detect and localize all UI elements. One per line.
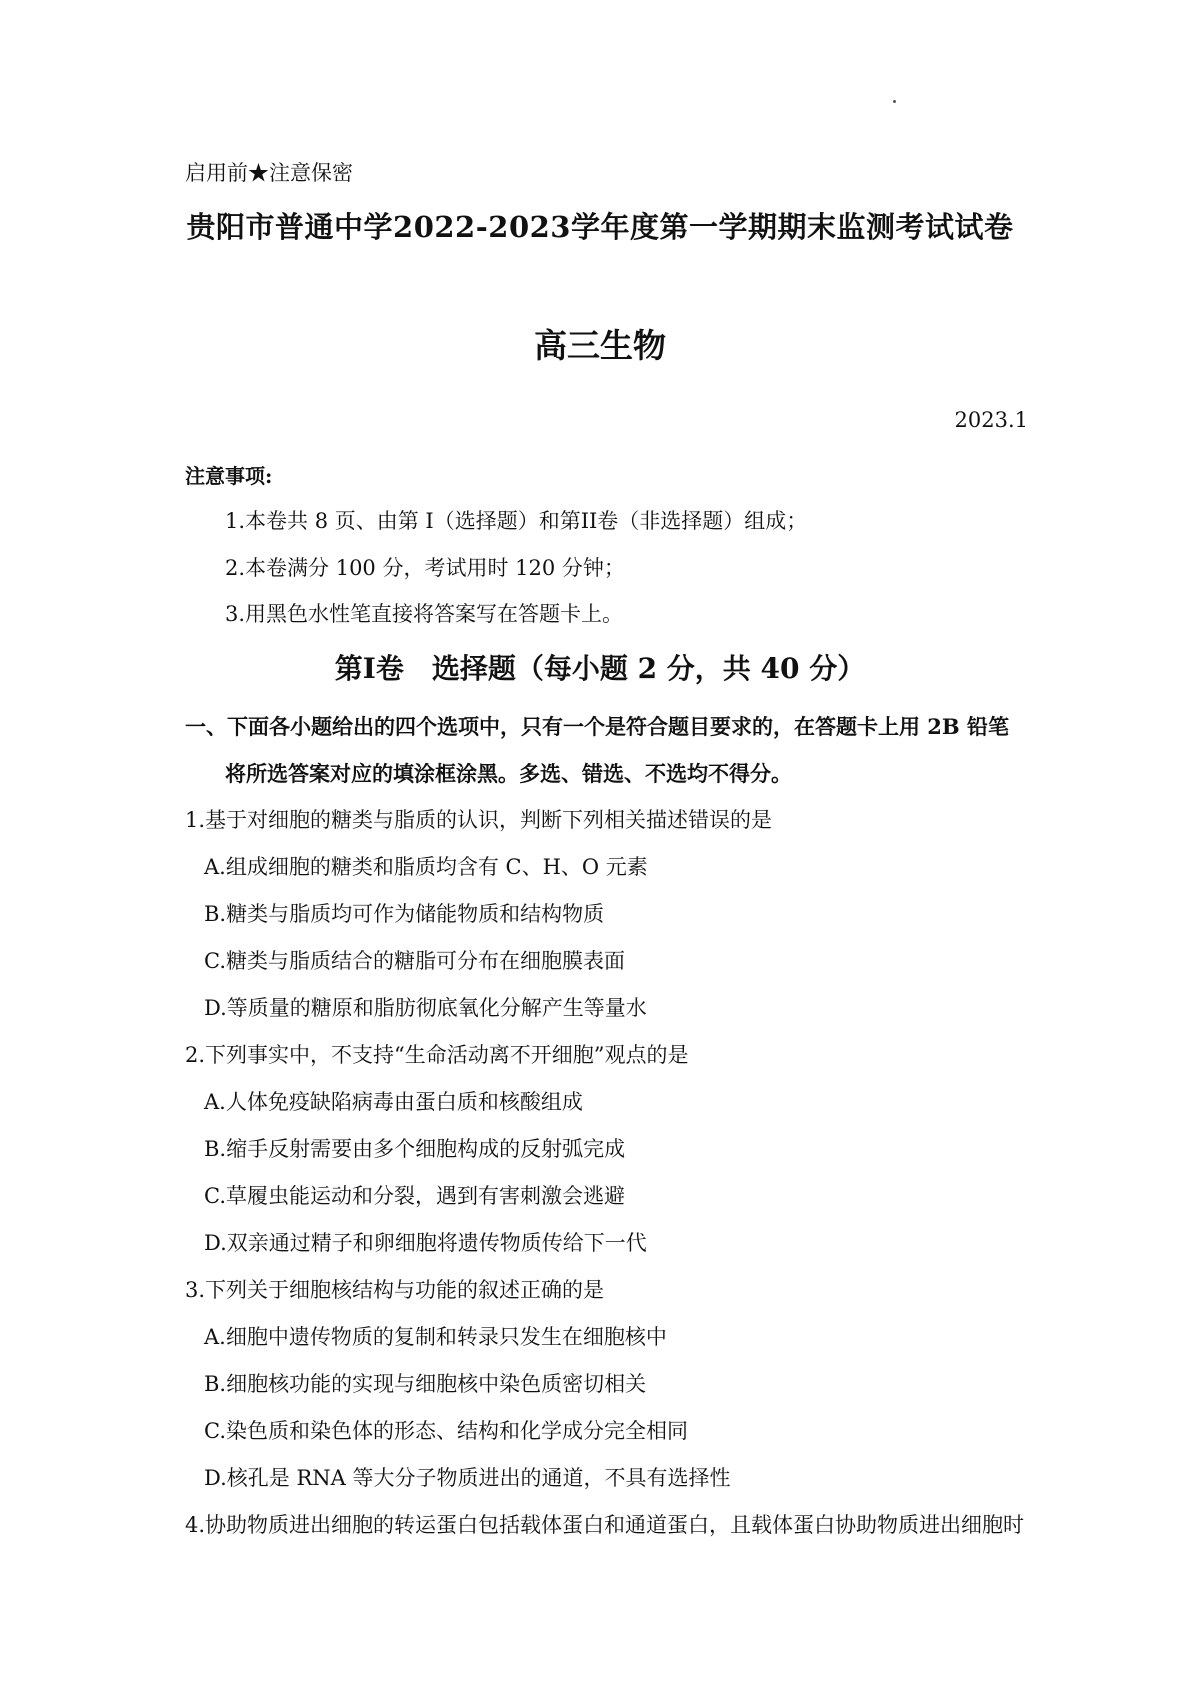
question-stem: 1.基于对细胞的糖类与脂质的认识，判断下列相关描述错误的是	[185, 808, 773, 832]
question-option: C.草履虫能运动和分裂，遇到有害刺激会逃避	[204, 1184, 625, 1208]
question-stem: 2.下列事实中，不支持“生命活动离不开细胞”观点的是	[185, 1043, 689, 1067]
question-option: B.糖类与脂质均可作为储能物质和结构物质	[204, 902, 605, 926]
question-option: D.核孔是 RNA 等大分子物质进出的通道，不具有选择性	[204, 1466, 731, 1490]
question-option: A.组成细胞的糖类和脂质均含有 C、H、O 元素	[204, 855, 648, 879]
note-item: 2.本卷满分 100 分，考试用时 120 分钟；	[225, 556, 625, 580]
notes-heading: 注意事项:	[185, 464, 273, 488]
subject-title: 高三生物	[534, 326, 666, 365]
section-instruction: 一、下面各小题给出的四个选项中，只有一个是符合题目要求的，在答题卡上用 2B 铅笔	[185, 714, 1009, 739]
question-option: B.缩手反射需要由多个细胞构成的反射弧完成	[204, 1137, 626, 1161]
decorative-dot	[893, 100, 896, 103]
question-option: C.染色质和染色体的形态、结构和化学成分完全相同	[204, 1419, 688, 1443]
question-option: A.细胞中遗传物质的复制和转录只发生在细胞核中	[204, 1325, 667, 1349]
confidential-notice: 启用前★注意保密	[185, 161, 353, 185]
question-option: D.双亲通过精子和卵细胞将遗传物质传给下一代	[204, 1231, 647, 1255]
exam-title: 贵阳市普通中学2022-2023学年度第一学期期末监测考试试卷	[186, 210, 1014, 244]
question-option: B.细胞核功能的实现与细胞核中染色质密切相关	[204, 1372, 647, 1396]
section-instruction: 将所选答案对应的填涂框涂黑。多选、错选、不选均不得分。	[225, 761, 792, 786]
question-stem: 4.协助物质进出细胞的转运蛋白包括载体蛋白和通道蛋白，且载体蛋白协助物质进出细胞时	[185, 1513, 1025, 1537]
question-option: C.糖类与脂质结合的糖脂可分布在细胞膜表面	[204, 949, 625, 973]
note-item: 1.本卷共 8 页、由第 I（选择题）和第II卷（非选择题）组成；	[225, 509, 808, 533]
exam-date: 2023.1	[954, 408, 1028, 432]
question-option: A.人体免疫缺陷病毒由蛋白质和核酸组成	[204, 1090, 583, 1114]
question-option: D.等质量的糖原和脂肪彻底氧化分解产生等量水	[204, 996, 647, 1020]
section-heading: 第I卷 选择题（每小题 2 分，共 40 分）	[334, 652, 866, 685]
note-item: 3.用黑色水性笔直接将答案写在答题卡上。	[225, 602, 624, 626]
question-stem: 3.下列关于细胞核结构与功能的叙述正确的是	[185, 1278, 605, 1302]
